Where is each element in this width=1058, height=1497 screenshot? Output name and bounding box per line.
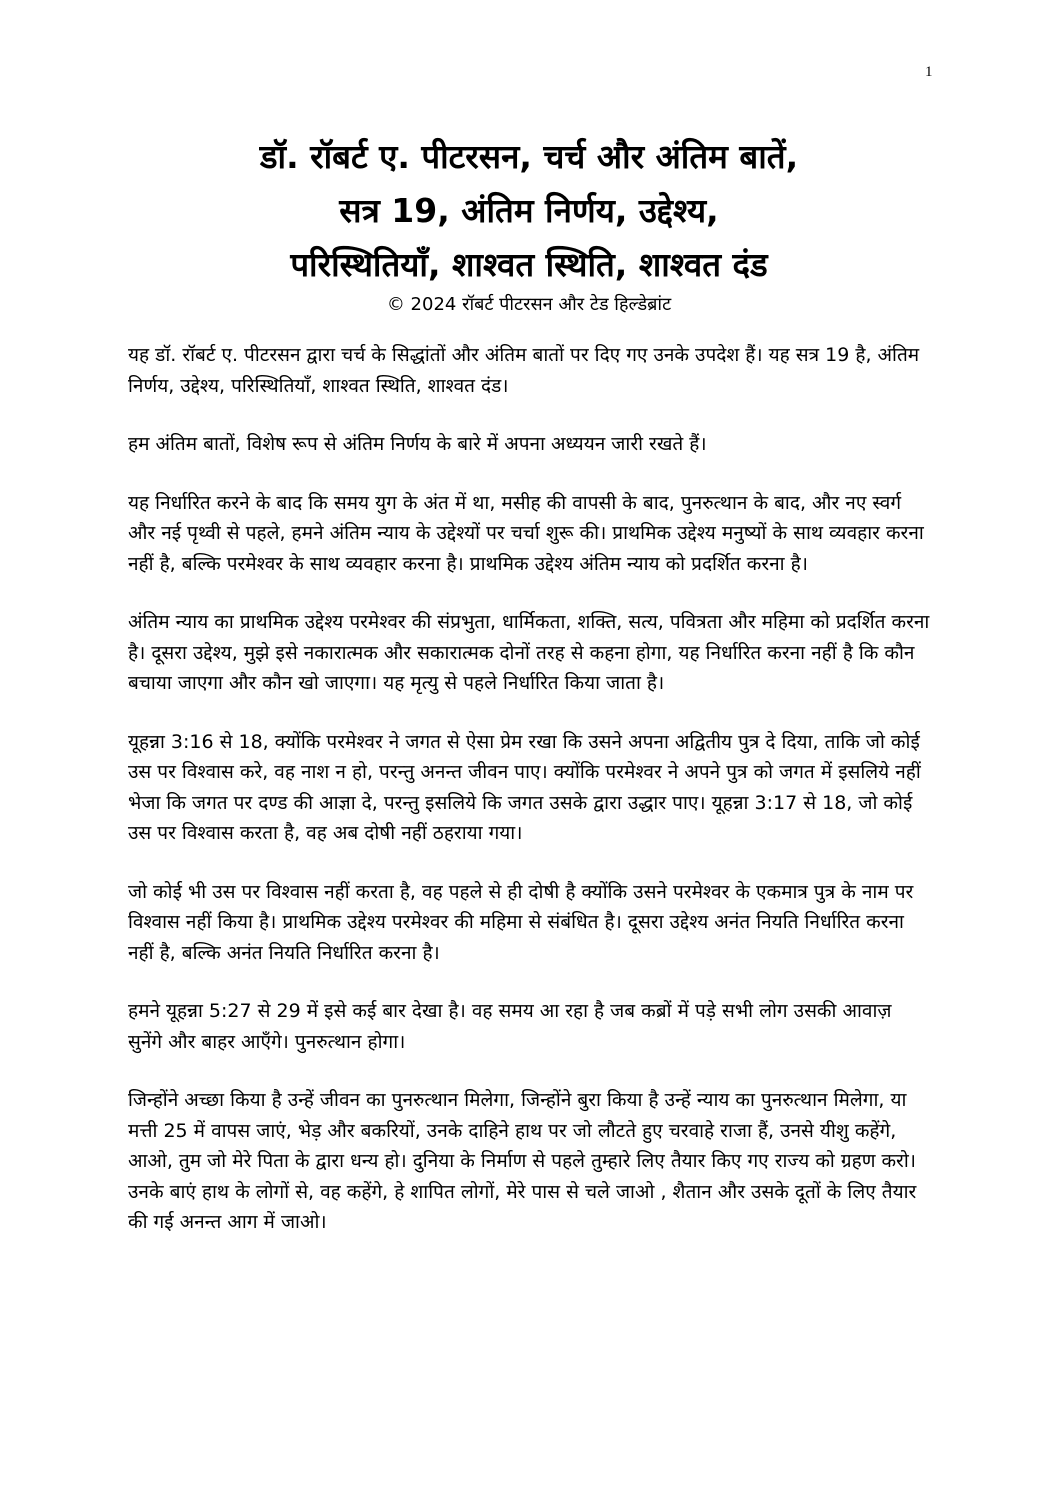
paragraph-5: यूहन्ना 3:16 से 18, क्योंकि परमेश्वर ने जगत से ऐसा प्रेम रखा कि उसने अपना अद्वितीय पुत्र दे दिया, ताकि जो कोई उस पर विश्वास करे, वह नाश न हो, परन्तु अनन्त जीवन पाए। क्योंकि परमेश्वर ने अपने पुत्र को जगत में इसलिये नहीं भेजा कि जगत पर दण्ड की आज्ञा दे, परन्तु इसलिये कि जगत उसके द्वारा उद्धार पाए। यूहन्ना 3:17 से 18, जो कोई उस पर विश्वास करता है, वह अब दोषी नहीं ठहराया गया। xyxy=(128,730,921,844)
title-line-3: परिस्थितियाँ, शाश्वत स्थिति, शाश्वत दंड xyxy=(290,245,768,284)
paragraph-8: जिन्होंने अच्छा किया है उन्हें जीवन का पुनरुत्थान मिलेगा, जिन्होंने बुरा किया है उन्हें न्याय का पुनरुत्थान मिलेगा, या मत्ती 25 में वापस जाएं, भेड़ और बकरियों, उनके दाहिने हाथ पर जो लौटते हुए चरवाहे राजा हैं, उनसे यीशु कहेंगे, आओ, तुम जो मेरे पिता के द्वारा धन्य हो। दुनिया के निर्माण से पहले तुम्हारे लिए तैयार किए गए राज्य को ग्रहण करो। उनके बाएं हाथ के लोगों से, वह कहेंगे, हे शापित लोगों, मेरे पास से चले जाओ , शैतान और उसके दूतों के लिए तैयार की गई अनन्त आग में जाओ। xyxy=(128,1089,917,1233)
title-block xyxy=(80,130,978,318)
paragraph-6: जो कोई भी उस पर विश्वास नहीं करता है, वह पहले से ही दोषी है क्योंकि उसने परमेश्वर के एकमात्र पुत्र के नाम पर विश्वास नहीं किया है। प्राथमिक उद्देश्य परमेश्वर की महिमा से संबंधित है। दूसरा उद्देश्य अनंत नियति निर्धारित करना नहीं है, बल्कि अनंत नियति निर्धारित करना है। xyxy=(128,880,914,964)
paragraph-4: अंतिम न्याय का प्राथमिक उद्देश्य परमेश्वर की संप्रभुता, धार्मिकता, शक्ति, सत्य, पवित्रता और महिमा को प्रदर्शित करना है। दूसरा उद्देश्य, मुझे इसे नकारात्मक और सकारात्मक दोनों तरह से कहना होगा, यह निर्धारित करना नहीं है कि कौन बचाया जाएगा और कौन खो जाएगा। यह मृत्यु से पहले निर्धारित किया जाता है। xyxy=(128,611,930,694)
paragraph-3: यह निर्धारित करने के बाद कि समय युग के अंत में था, मसीह की वापसी के बाद, पुनरुत्थान के बाद, और नए स्वर्ग और नई पृथ्वी से पहले, हमने अंतिम न्याय के उद्देश्यों पर चर्चा शुरू की। प्राथमिक उद्देश्य मनुष्यों के साथ व्यवहार करना नहीं है, बल्कि परमेश्वर के साथ व्यवहार करना है। प्राथमिक उद्देश्य अंतिम न्याय को प्रदर्शित करना है। xyxy=(128,491,924,575)
title-line-1: डॉ. रॉबर्ट ए. पीटरसन, चर्च और अंतिम बातें, xyxy=(259,137,799,176)
paragraph-2: हम अंतिम बातों, विशेष रूप से अंतिम निर्णय के बारे में अपना अध्ययन जारी रखते हैं। xyxy=(128,433,707,455)
title-line-2: सत्र 19, अंतिम निर्णय, उद्देश्य, xyxy=(339,191,719,230)
page-number: 1 xyxy=(925,64,933,80)
paragraph-7: हमने यूहन्ना 5:27 से 29 में इसे कई बार देखा है। वह समय आ रहा है जब कब्रों में पड़े सभी लोग उसकी आवाज़ सुनेंगे और बाहर आएँगे। पुनरुत्थान होगा। xyxy=(128,1000,892,1053)
copyright-line: © 2024 रॉबर्ट पीटरसन और टेड हिल्डेब्रांट xyxy=(386,294,672,315)
paragraph-1: यह डॉ. रॉबर्ट ए. पीटरसन द्वारा चर्च के सिद्धांतों और अंतिम बातों पर दिए गए उनके उपदेश हैं। यह सत्र 19 है, अंतिम निर्णय, उद्देश्य, परिस्थितियाँ, शाश्वत स्थिति, शाश्वत दंड। xyxy=(128,344,920,397)
document-body xyxy=(128,340,930,1266)
